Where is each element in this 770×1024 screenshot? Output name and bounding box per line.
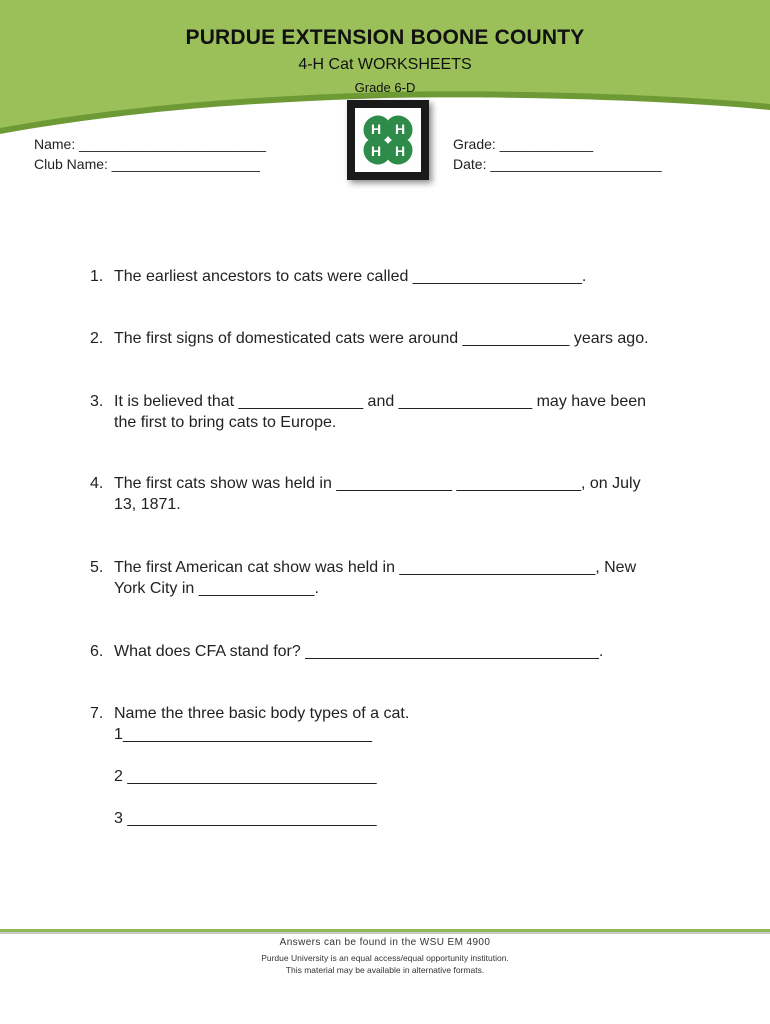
4h-clover-icon (355, 108, 421, 172)
grade-field[interactable]: Grade: ____________ (453, 136, 594, 152)
svg-text:H: H (394, 121, 406, 137)
page-title: PURDUE EXTENSION BOONE COUNTY (185, 26, 585, 49)
club-name-field[interactable]: Club Name: ___________________ (34, 156, 260, 172)
name-field[interactable]: Name: ________________________ (34, 136, 266, 152)
question-5: 5. The first American cat show was held in ______________________, New York City in _____________. (90, 559, 637, 597)
question-7: 7. Name the three basic body types of a cat. 1____________________________ (90, 705, 410, 743)
equal-opportunity-note: Purdue University is an equal access/equal opportunity institution. (261, 953, 509, 963)
body-type-line-3[interactable]: 3 ____________________________ (114, 810, 377, 827)
question-2: 2. The first signs of domesticated cats were around ____________ years ago. (90, 330, 649, 347)
question-3: 3. It is believed that ______________ and _______________ may have been the first to bring cats to Europe. (90, 393, 647, 431)
alternative-formats-note: This material may be available in alternative formats. (285, 965, 485, 975)
4h-logo (347, 100, 429, 180)
answer-source-note: Answers can be found in the WSU EM 4900 (279, 937, 491, 948)
worksheet-subtitle: 4-H Cat WORKSHEETS (298, 56, 472, 73)
svg-text:H: H (370, 143, 382, 159)
footer-divider (0, 929, 770, 933)
question-4: 4. The first cats show was held in _____________ ______________, on July 13, 1871. (90, 475, 641, 513)
body-type-line-2[interactable]: 2 ____________________________ (114, 768, 377, 785)
svg-text:H: H (394, 143, 406, 159)
grade-level: Grade 6-D (354, 80, 416, 95)
date-field[interactable]: Date: ______________________ (453, 156, 662, 172)
question-6: 6. What does CFA stand for? _________________________________. (90, 643, 604, 660)
svg-text:H: H (370, 121, 382, 137)
question-1: 1. The earliest ancestors to cats were called ___________________. (90, 268, 587, 285)
